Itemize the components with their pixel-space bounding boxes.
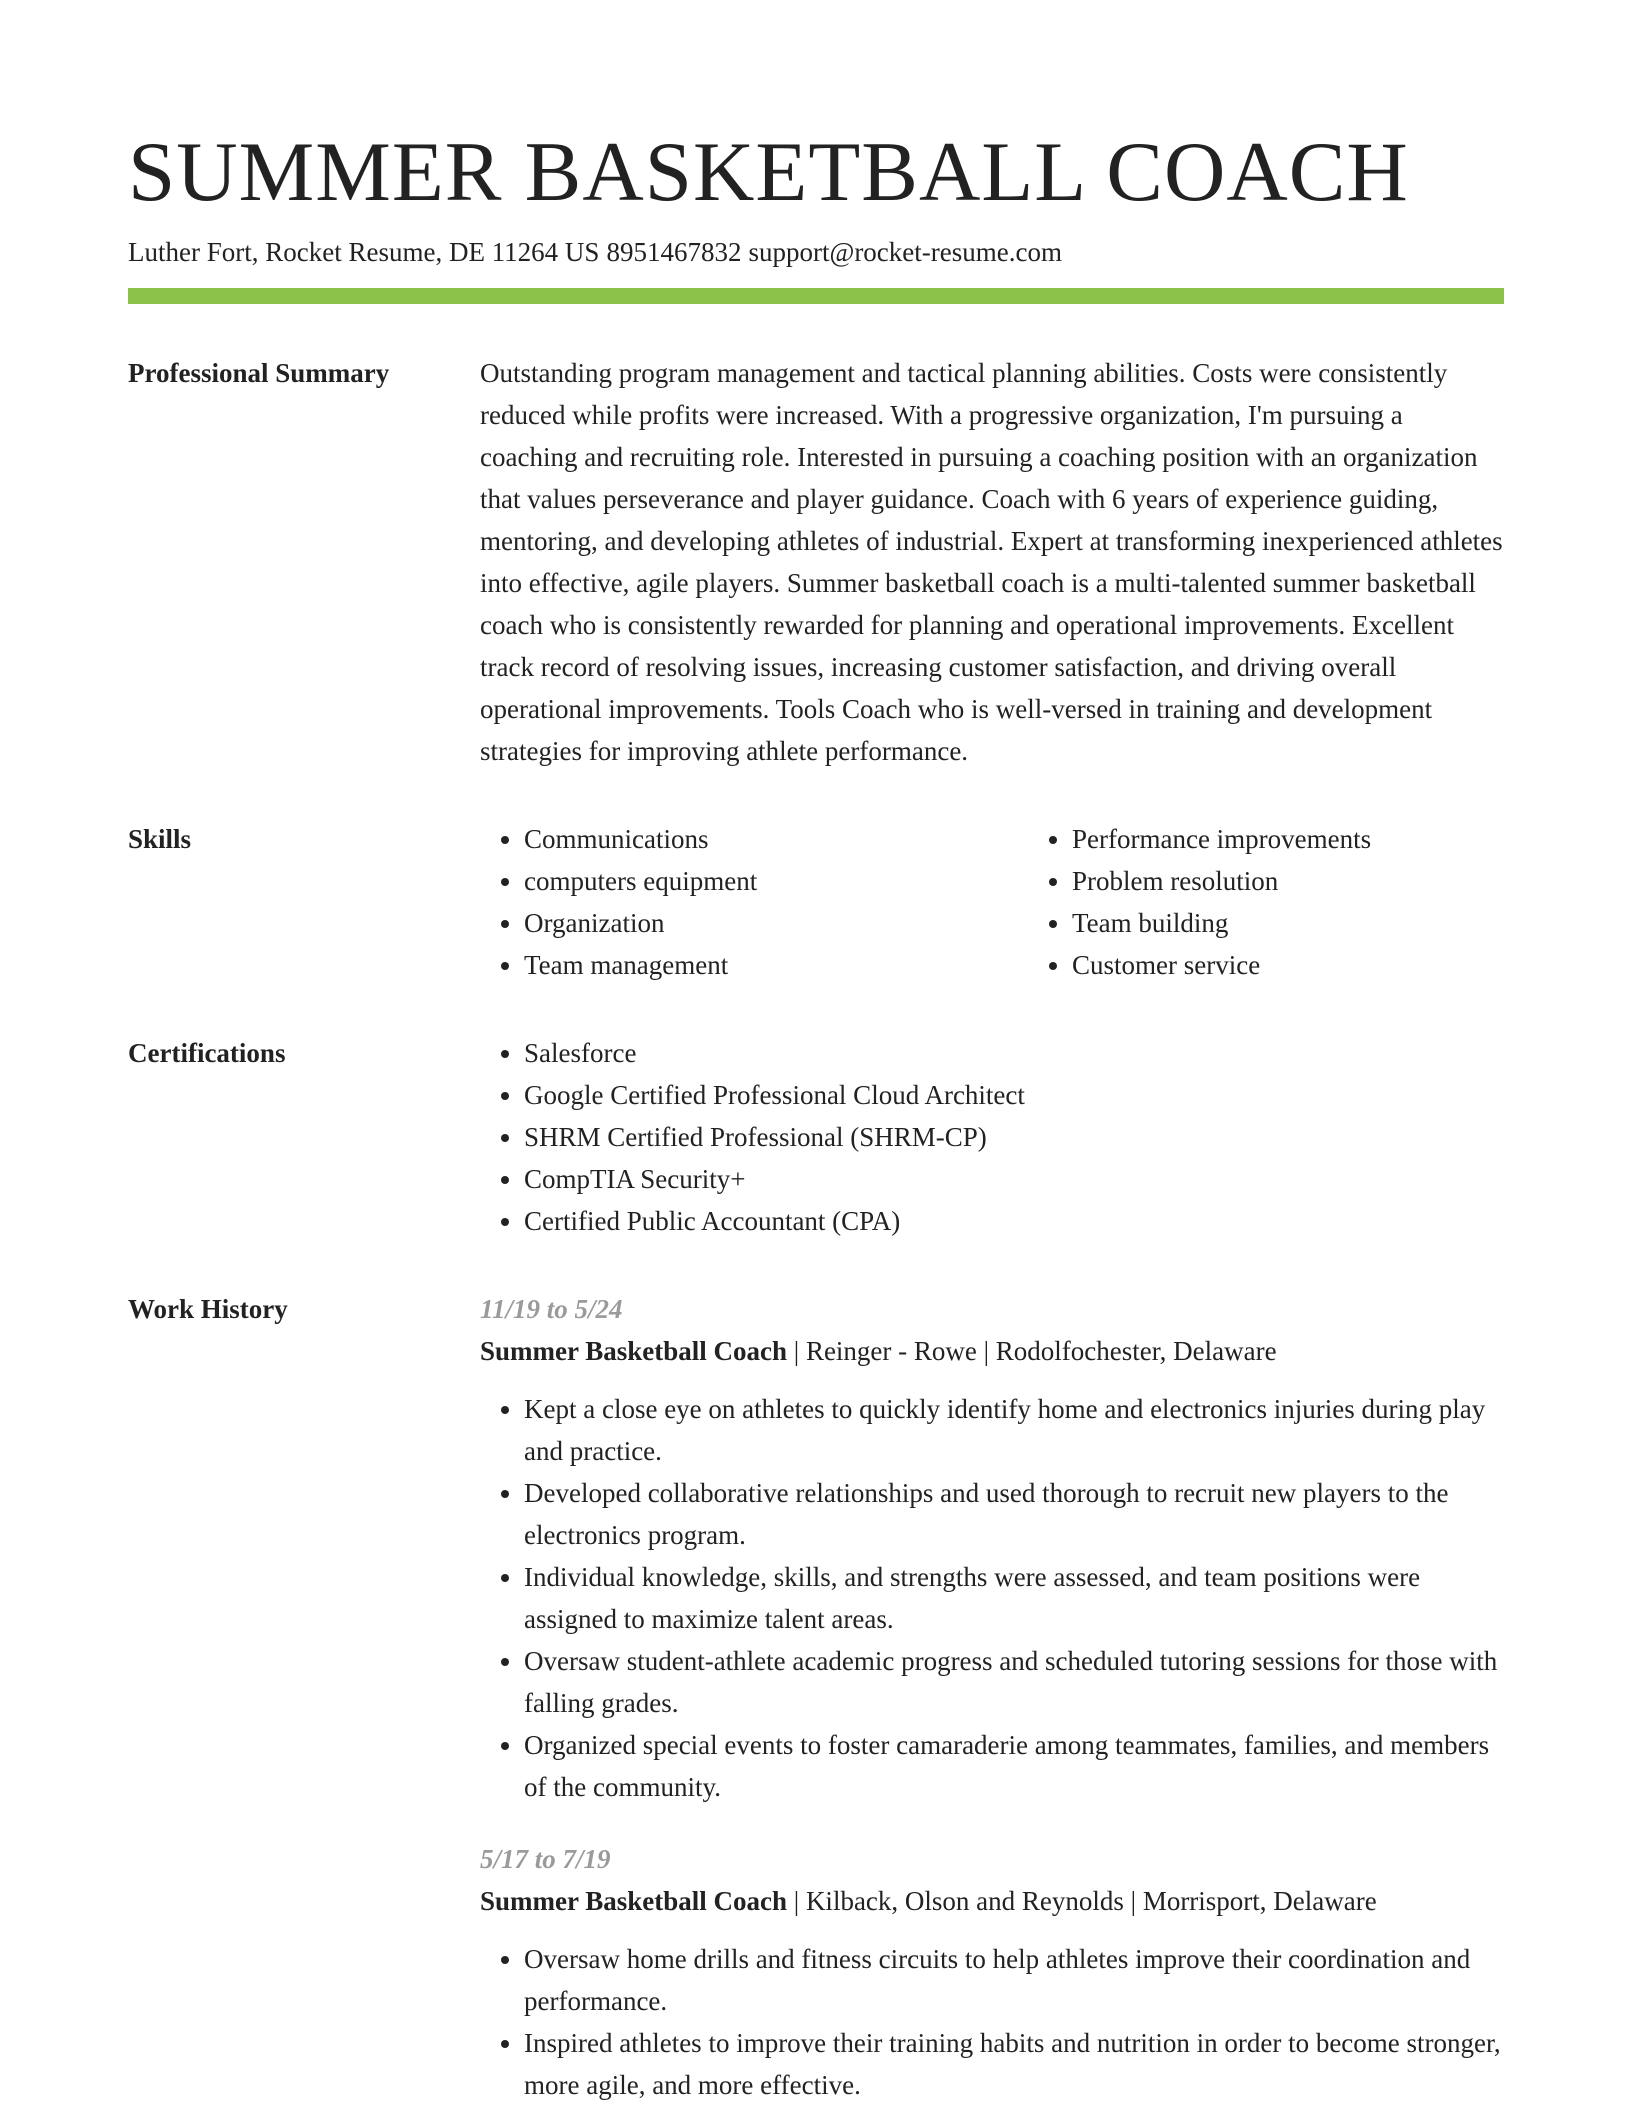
- header-divider: [128, 288, 1504, 304]
- skills-section: [128, 818, 1504, 986]
- skills-heading: Skills: [128, 824, 192, 854]
- job-bullet: • Developed collaborative relationships and used thorough to recruit new players to the electronics program.: [524, 1472, 1504, 1556]
- certification-item: • Certified Public Accountant (CPA): [524, 1200, 1504, 1242]
- job-header: Summer Basketball Coach | Reinger - Rowe | Rodolfochester, Delaware: [480, 1336, 1277, 1366]
- skill-item: • computers equipment: [524, 860, 1028, 902]
- contact-line: [128, 234, 1504, 270]
- skills-list-right: [1028, 818, 1576, 986]
- contact-address: Luther Fort, Rocket Resume, DE 11264 US: [128, 237, 600, 267]
- job-title: Summer Basketball Coach: [480, 1336, 788, 1366]
- job-location: Morrisport, Delaware: [1142, 1886, 1377, 1916]
- skill-item: • Team management: [524, 944, 1028, 986]
- job-employer: Reinger - Rowe: [805, 1336, 977, 1366]
- certification-item: • CompTIA Security+: [524, 1158, 1504, 1200]
- job-bullets: [480, 1388, 1504, 1808]
- skill-item: • Customer service: [1072, 944, 1576, 986]
- work-history-section: [128, 1288, 1504, 2106]
- certification-item: • Google Certified Professional Cloud Architect: [524, 1074, 1504, 1116]
- resume-page: [128, 0, 1504, 2106]
- job-bullet: • Oversaw home drills and fitness circuits to help athletes improve their coordination and performance.: [524, 1938, 1504, 2022]
- summary-text: Outstanding program management and tactical planning abilities. Costs were consistently reduced while profits were increased. With a progressive organization, I'm pursuing a coaching and recruiting role. Interested in pursuing a coaching position with an organization that values perseverance and player guidance. Coach with 6 years of experience guiding, mentoring, and developing athletes of industrial. Expert at transforming inexperienced athletes into effective, agile players. Summer basketball coach is a multi-talented summer basketball coach who is consistently rewarded for planning and operational improvements. Excellent track record of resolving issues, increasing customer satisfaction, and driving overall operational improvements. Tools Coach who is well-versed in training and development strategies for improving athlete performance.: [480, 358, 1503, 766]
- skills-list-left: [480, 818, 1028, 986]
- job-bullet: • Oversaw student-athlete academic progress and scheduled tutoring sessions for those with falling grades.: [524, 1640, 1504, 1724]
- contact-phone: 8951467832: [606, 237, 742, 267]
- certifications-list: [480, 1032, 1504, 1242]
- certifications-heading: Certifications: [128, 1038, 286, 1068]
- certification-item: • SHRM Certified Professional (SHRM-CP): [524, 1116, 1504, 1158]
- job-bullets: [480, 1938, 1504, 2106]
- work-history-heading: Work History: [128, 1294, 288, 1324]
- job-employer: Kilback, Olson and Reynolds: [805, 1886, 1124, 1916]
- summary-heading: Professional Summary: [128, 358, 390, 388]
- skill-item: • Team building: [1072, 902, 1576, 944]
- job-entry: [480, 1838, 1504, 2106]
- job-header: Summer Basketball Coach | Kilback, Olson and Reynolds | Morrisport, Delaware: [480, 1886, 1377, 1916]
- resume-name: SUMMER BASKETBALL COACH: [128, 125, 1409, 219]
- job-bullet: • Individual knowledge, skills, and strengths were assessed, and team positions were assigned to maximize talent areas.: [524, 1556, 1504, 1640]
- job-entry: [480, 1288, 1504, 1808]
- contact-email: support@rocket-resume.com: [748, 237, 1062, 267]
- certification-item: • Salesforce: [524, 1032, 1504, 1074]
- job-bullet: • Kept a close eye on athletes to quickly identify home and electronics injuries during play and practice.: [524, 1388, 1504, 1472]
- job-dates: 11/19 to 5/24: [480, 1294, 623, 1324]
- summary-section: [128, 352, 1504, 772]
- skill-item: • Organization: [524, 902, 1028, 944]
- certifications-section: [128, 1032, 1504, 1242]
- skill-item: • Communications: [524, 818, 1028, 860]
- skill-item: • Problem resolution: [1072, 860, 1576, 902]
- job-bullet: • Inspired athletes to improve their training habits and nutrition in order to become stronger, more agile, and more effective.: [524, 2022, 1504, 2106]
- job-location: Rodolfochester, Delaware: [995, 1336, 1277, 1366]
- skill-item: • Performance improvements: [1072, 818, 1576, 860]
- job-dates: 5/17 to 7/19: [480, 1844, 611, 1874]
- job-title: Summer Basketball Coach: [480, 1886, 788, 1916]
- job-bullet: • Organized special events to foster camaraderie among teammates, families, and members of the community.: [524, 1724, 1504, 1808]
